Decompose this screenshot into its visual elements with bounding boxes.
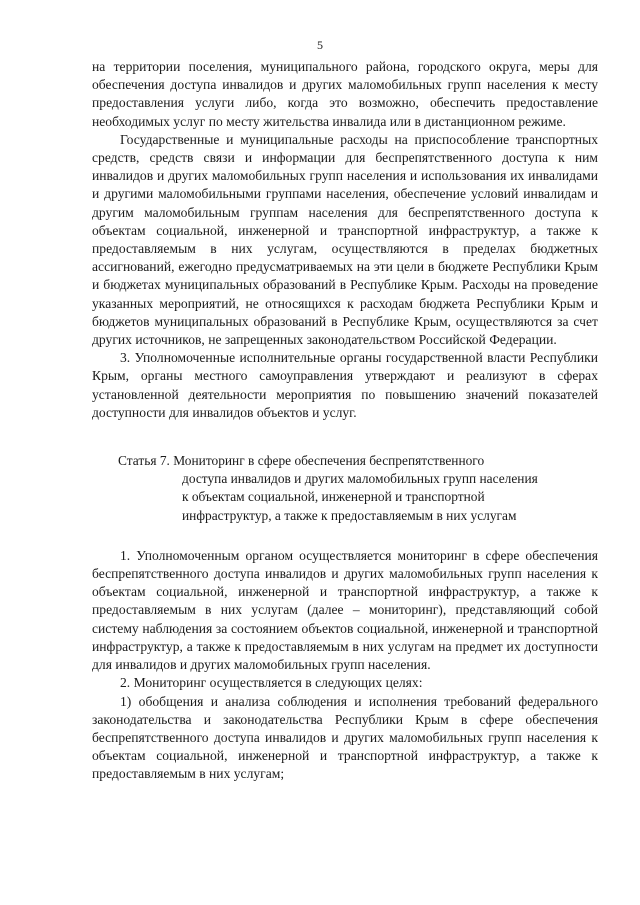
- article-heading-line: к объектам социальной, инженерной и транспортной: [182, 489, 485, 505]
- article-heading-line: инфраструктур, а также к предоставляемым в них услугам: [182, 507, 517, 523]
- document-body: [92, 58, 598, 784]
- paragraph-monitoring-2: 2. Мониторинг осуществляется в следующих целях:: [120, 675, 423, 691]
- article-7-heading: [118, 452, 598, 525]
- paragraph-item-3: 3. Уполномоченные исполнительные органы государственной власти Республики Крым, органы местного самоуправления утверждают и реализуют в сферах установленной деятельности мероприятия по повышению значений показателей доступности для инвалидов объектов и услуг.: [92, 350, 598, 420]
- paragraph-expenses: Государственные и муниципальные расходы на приспособление транспортных средств, средств связи и информации для беспрепятственного доступа к ним инвалидов и других маломобильных групп населения и использования их инвалидами и другими маломобильными группами населения, обеспечение условий инвалидам и другим маломобильным группам населения для беспрепятственного доступа к объектам социальной, инженерной и транспортной инфраструктур, а также к предоставляемым в них услугам, осуществляются в пределах бюджетных ассигнований, ежегодно предусматриваемых на эти цели в бюджете Республики Крым и бюджетах муниципальных образований в Республике Крым. Расходы на проведение указанных мероприятий, не относящихся к расходам бюджета Республики Крым и бюджетов муниципальных образований в Республике Крым, осуществляются за счет других источников, не запрещенных законодательством Российской Федерации.: [92, 131, 598, 348]
- paragraph-continuation: на территории поселения, муниципального района, городского округа, меры для обеспечения доступа инвалидов и других маломобильных групп населения к месту предоставления услуги либо, когда это возможно, обеспечить предоставление необходимых услуг по месту жительства инвалида или в дистанционном режиме.: [92, 59, 598, 129]
- paragraph-monitoring-1: 1. Уполномоченным органом осуществляется мониторинг в сфере обеспечения беспрепятственного доступа инвалидов и других маломобильных групп населения к объектам социальной, инженерной и транспортной инфраструктур, а также к предоставляемым в них услугам (далее – мониторинг), представляющий собой систему наблюдения за состоянием объектов социальной, инженерной и транспортной инфраструктур, а также к предоставляемым в них услугам на предмет их доступности для инвалидов и других маломобильных групп населения.: [92, 547, 598, 673]
- page-number: 5: [317, 38, 323, 52]
- paragraph-monitoring-2-1: 1) обобщения и анализа соблюдения и исполнения требований федерального законодательства и законодательства Республики Крым в сфере обеспечения беспрепятственного доступа инвалидов и других маломобильных групп населения к объектам социальной, инженерной и транспортной инфраструктур, а также к предоставляемым в них услугам;: [92, 693, 598, 782]
- article-heading-line: доступа инвалидов и других маломобильных групп населения: [182, 471, 538, 487]
- article-heading-line: Статья 7. Мониторинг в сфере обеспечения беспрепятственного: [118, 453, 485, 469]
